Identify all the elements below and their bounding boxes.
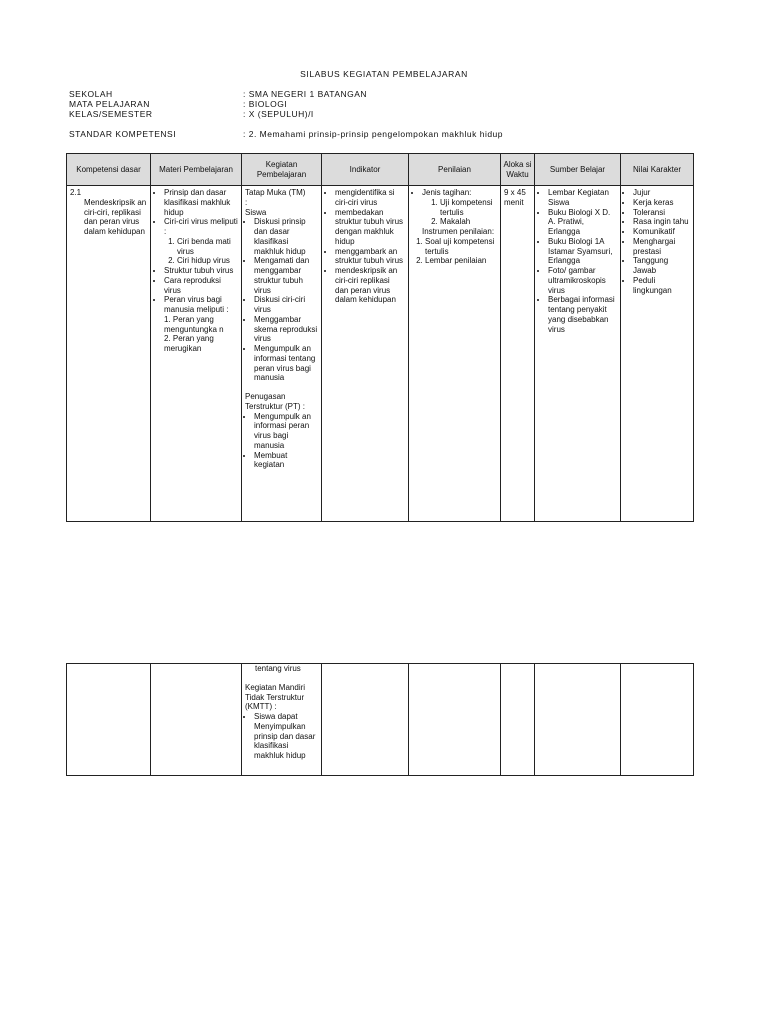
cell-sumber (535, 186, 621, 522)
header-penilaian: Penilaian (409, 154, 501, 186)
list-item: • mendeskripsik an ciri-ciri replikasi dan peran virus dalam kehidupan (335, 266, 405, 305)
list-item: • Prinsip dan dasar klasifikasi makhluk hidup (164, 188, 238, 217)
list-item: • Diskusi prinsip dan dasar klasifikasi makhluk hidup (254, 217, 318, 256)
jenis-label: Jenis tagihan: (422, 188, 472, 197)
cell-materi (151, 186, 242, 522)
standar-label: STANDAR KOMPETENSI (69, 129, 177, 139)
cell-sumber (535, 664, 621, 776)
table-row (67, 186, 694, 522)
sub-item: 1. Uji kompetensi tertulis (440, 198, 497, 218)
list-item: • Komunikatif (633, 227, 690, 237)
cell-materi (151, 664, 242, 776)
list-item: • Mengamati dan menggambar struktur tubuh virus (254, 256, 318, 295)
cell-kompetensi (67, 186, 151, 522)
list-item: • Siswa dapat Menyimpulkan prinsip dan dasar klasifikasi makhluk hidup (254, 712, 318, 761)
list-item: • Berbagai informasi tentang penyakit yang disebabkan virus (548, 295, 617, 334)
list-item: • Rasa ingin tahu (633, 217, 690, 227)
sub-item: 2. Makalah (440, 217, 497, 227)
syllabus-table-continued (66, 663, 694, 776)
siswa-label: Siswa (245, 207, 267, 217)
cell-penilaian (409, 664, 501, 776)
document-title: SILABUS KEGIATAN PEMBELAJARAN (300, 69, 468, 79)
header-indikator: Indikator (322, 154, 409, 186)
header-alokasi: Aloka si Waktu (501, 154, 535, 186)
sub-item: 1. Soal uji kompetensi tertulis (425, 237, 497, 257)
syllabus-table (66, 153, 694, 522)
list-item-text: Ciri-ciri virus meliputi : (164, 217, 238, 236)
kd-text: Mendeskripsik an ciri-ciri, replikasi dan peran virus dalam kehidupan (84, 197, 147, 236)
list-item: • Menggambar skema reproduksi virus (254, 315, 318, 344)
list-item: • Mengumpulk an informasi peran virus bagi manusia (254, 412, 318, 451)
header-kegiatan: Kegiatan Pembelajaran (242, 154, 322, 186)
header-materi: Materi Pembelajaran (151, 154, 242, 186)
list-item: • menggambark an struktur tubuh virus (335, 247, 405, 267)
list-item (422, 188, 497, 227)
list-item: • Buku Biologi 1A Istamar Syamsuri, Erlangga (548, 237, 617, 266)
list-item: • Lembar Kegiatan Siswa (548, 188, 617, 208)
cell-nilai (621, 186, 694, 522)
cell-alokasi (501, 664, 535, 776)
list-item (164, 217, 238, 266)
header-sumber: Sumber Belajar (535, 154, 621, 186)
cell-kompetensi (67, 664, 151, 776)
header-kompetensi: Kompetensi dasar (67, 154, 151, 186)
list-item: • Mengumpulk an informasi tentang peran virus bagi manusia (254, 344, 318, 383)
kegiatan-continued: tentang virus (255, 664, 301, 673)
sub-item: 1. Ciri benda mati virus (177, 237, 238, 257)
list-item: • Buku Biologi X D. A. Pratiwi, Erlangga (548, 208, 617, 237)
list-item: • Membuat kegiatan (254, 451, 318, 471)
list-item: • Kerja keras (633, 198, 690, 208)
list-item: • Diskusi ciri-ciri virus (254, 295, 318, 315)
tm-colon: : (245, 197, 248, 207)
sub-item: 1. Peran yang menguntungka n (164, 314, 224, 334)
cell-kegiatan (242, 664, 322, 776)
list-item: • Tanggung Jawab (633, 256, 690, 276)
cell-indikator (322, 664, 409, 776)
cell-kegiatan (242, 186, 322, 522)
standar-value: : 2. Memahami prinsip-prinsip pengelompokan makhluk hidup (243, 129, 504, 139)
cell-penilaian (409, 186, 501, 522)
kmtt-heading: Kegiatan Mandiri Tidak Terstruktur (KMTT) : (245, 682, 306, 712)
tm-heading: Tatap Muka (TM) (245, 188, 306, 197)
meta-label: KELAS/SEMESTER (69, 109, 153, 119)
sub-item: 2. Ciri hidup virus (177, 256, 238, 266)
list-item: • Foto/ gambar ultramikroskopis virus (548, 266, 617, 295)
meta-value: : X (SEPULUH)/I (243, 109, 314, 119)
pt-heading: Penugasan Terstruktur (PT) : (245, 392, 306, 411)
list-item: • mengidentifika si ciri-ciri virus (335, 188, 405, 208)
sub-item: 2. Peran yang merugikan (164, 334, 214, 353)
cell-indikator (322, 186, 409, 522)
sub-item: 2. Lembar penilaian (425, 256, 497, 266)
list-item: • Cara reproduksi virus (164, 276, 238, 296)
list-item: • Peduli lingkungan (633, 276, 690, 296)
meta-value: : SMA NEGERI 1 BATANGAN (243, 89, 368, 99)
list-item: • Toleransi (633, 208, 690, 218)
instrumen-label: Instrumen penilaian: (422, 227, 495, 236)
header-nilai: Nilai Karakter (621, 154, 694, 186)
list-item: • Jujur (633, 188, 690, 198)
list-item: • Menghargai prestasi (633, 237, 690, 257)
cell-alokasi: 9 x 45 menit (501, 186, 535, 522)
cell-nilai (621, 664, 694, 776)
meta-label: MATA PELAJARAN (69, 99, 150, 109)
list-item: • Peran virus bagi manusia meliputi : (164, 295, 238, 315)
table-row (67, 664, 694, 776)
meta-label: SEKOLAH (69, 89, 113, 99)
list-item: • Struktur tubuh virus (164, 266, 238, 276)
list-item: • membedakan struktur tubuh virus dengan makhluk hidup (335, 208, 405, 247)
meta-value: : BIOLOGI (243, 99, 288, 109)
header-row (67, 154, 694, 186)
kd-number: 2.1 (70, 188, 82, 197)
